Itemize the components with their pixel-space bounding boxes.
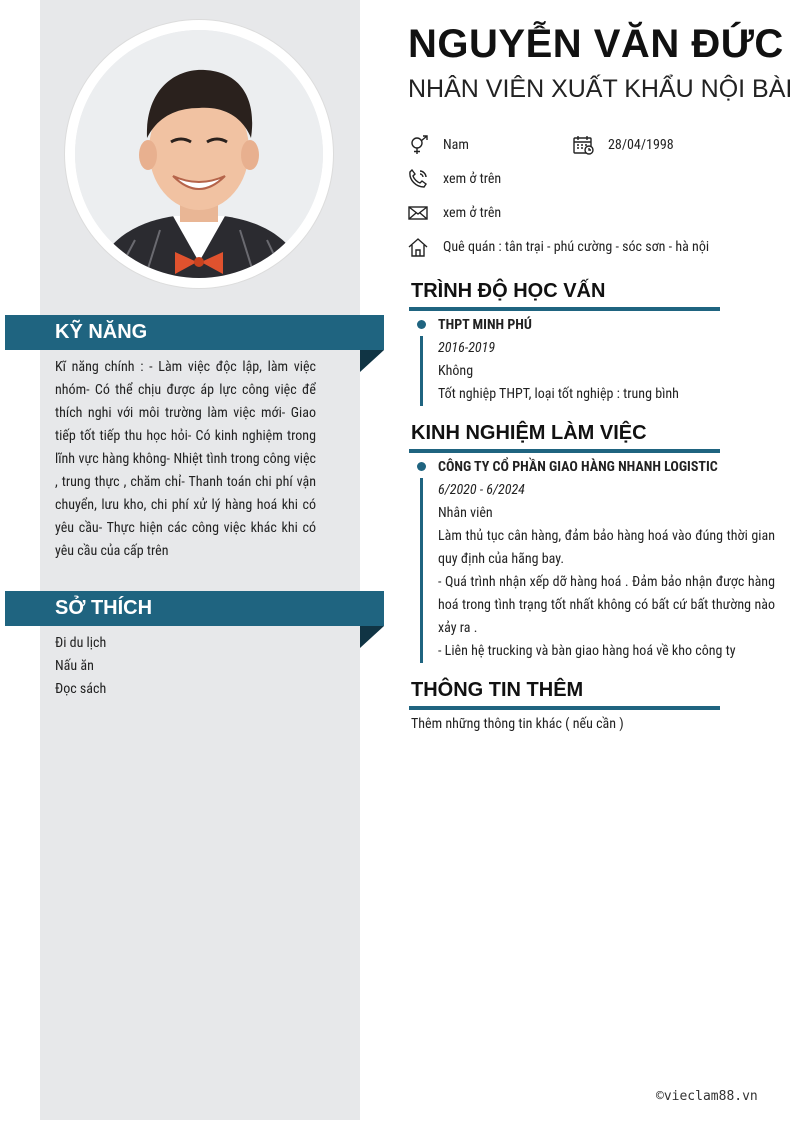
experience-divider — [409, 449, 720, 453]
gender-icon — [408, 135, 430, 155]
education-description: Tốt nghiệp THPT, loại tốt nghiệp : trung bình — [438, 386, 679, 402]
education-section-title: TRÌNH ĐỘ HỌC VẤN — [411, 280, 606, 302]
address-value: Quê quán : tân trại - phú cường - sóc sơn - hà nội — [443, 239, 710, 255]
interests-ribbon-fold — [360, 626, 384, 648]
address-row — [408, 235, 778, 259]
phone-row — [408, 167, 708, 191]
birthdate-value: 28/04/1998 — [608, 137, 674, 153]
interest-item: Nấu ăn — [55, 658, 94, 674]
experience-detail: Làm thủ tục cân hàng, đảm bảo hàng hoá vào đúng thời gian quy định của hãng bay. — [438, 528, 775, 567]
education-divider — [409, 307, 720, 311]
skills-text: Kĩ năng chính : - Làm việc độc lập, làm việc nhóm- Có thể chịu được áp lực công việc để thích nghi với môi trường làm việc mới- Giao tiếp tốt tiếp thu học hỏi- Có kinh nghiệm trong lĩnh vực hàng không- Nhiệt tình trong công việc , trung thực , chăm chỉ- Thanh toán chi phí vận chuyển, lưu kho, chi phí xử lý hàng hoá khi có yêu cầu- Thực hiện các công việc khác khi có yêu cầu của cấp trên — [55, 359, 316, 559]
skills-section-title: KỸ NĂNG — [5, 315, 384, 350]
phone-value: xem ở trên — [443, 171, 502, 187]
experience-detail: - Quá trình nhận xếp dỡ hàng hoá . Đảm bảo nhận được hàng hoá trong tình trạng tốt nhất không có bất cứ bất thường nào xảy ra . — [438, 574, 775, 636]
email-icon — [408, 203, 430, 223]
email-row — [408, 201, 708, 225]
gender-row — [408, 133, 558, 157]
phone-icon — [408, 169, 430, 189]
candidate-name: NGUYỄN VĂN ĐỨC — [408, 22, 784, 66]
experience-position: Nhân viên — [438, 505, 493, 521]
avatar-frame — [65, 20, 333, 288]
calendar-icon — [573, 135, 595, 155]
job-title: NHÂN VIÊN XUẤT KHẨU NỘI BÀI — [408, 75, 793, 103]
gender-value: Nam — [443, 137, 469, 153]
home-icon — [408, 237, 430, 257]
experience-detail: - Liên hệ trucking và bàn giao hàng hoá về kho công ty — [438, 643, 736, 659]
experience-period: 6/2020 - 6/2024 — [438, 482, 525, 498]
email-value: xem ở trên — [443, 205, 502, 221]
experience-bullet — [417, 462, 426, 471]
additional-divider — [409, 706, 720, 710]
additional-text: Thêm những thông tin khác ( nếu cần ) — [411, 716, 624, 732]
experience-timeline — [420, 478, 423, 663]
education-major: Không — [438, 363, 474, 379]
interest-item: Đọc sách — [55, 681, 107, 697]
skills-ribbon-fold — [360, 350, 384, 372]
school-name: THPT MINH PHÚ — [438, 317, 532, 333]
birthdate-row — [573, 133, 773, 157]
avatar — [75, 30, 323, 278]
company-name: CÔNG TY CỔ PHẦN GIAO HÀNG NHANH LOGISTIC — [438, 459, 718, 475]
education-bullet — [417, 320, 426, 329]
interests-section-title: SỞ THÍCH — [5, 591, 384, 626]
interests-list — [55, 632, 316, 701]
additional-section-title: THÔNG TIN THÊM — [411, 679, 584, 701]
experience-section-title: KINH NGHIỆM LÀM VIỆC — [411, 422, 647, 444]
experience-entry — [438, 456, 775, 663]
education-entry — [438, 314, 775, 406]
education-timeline — [420, 336, 423, 406]
interest-item: Đi du lịch — [55, 635, 107, 651]
watermark: ©vieclam88.vn — [656, 1089, 758, 1104]
education-period: 2016-2019 — [438, 340, 496, 356]
